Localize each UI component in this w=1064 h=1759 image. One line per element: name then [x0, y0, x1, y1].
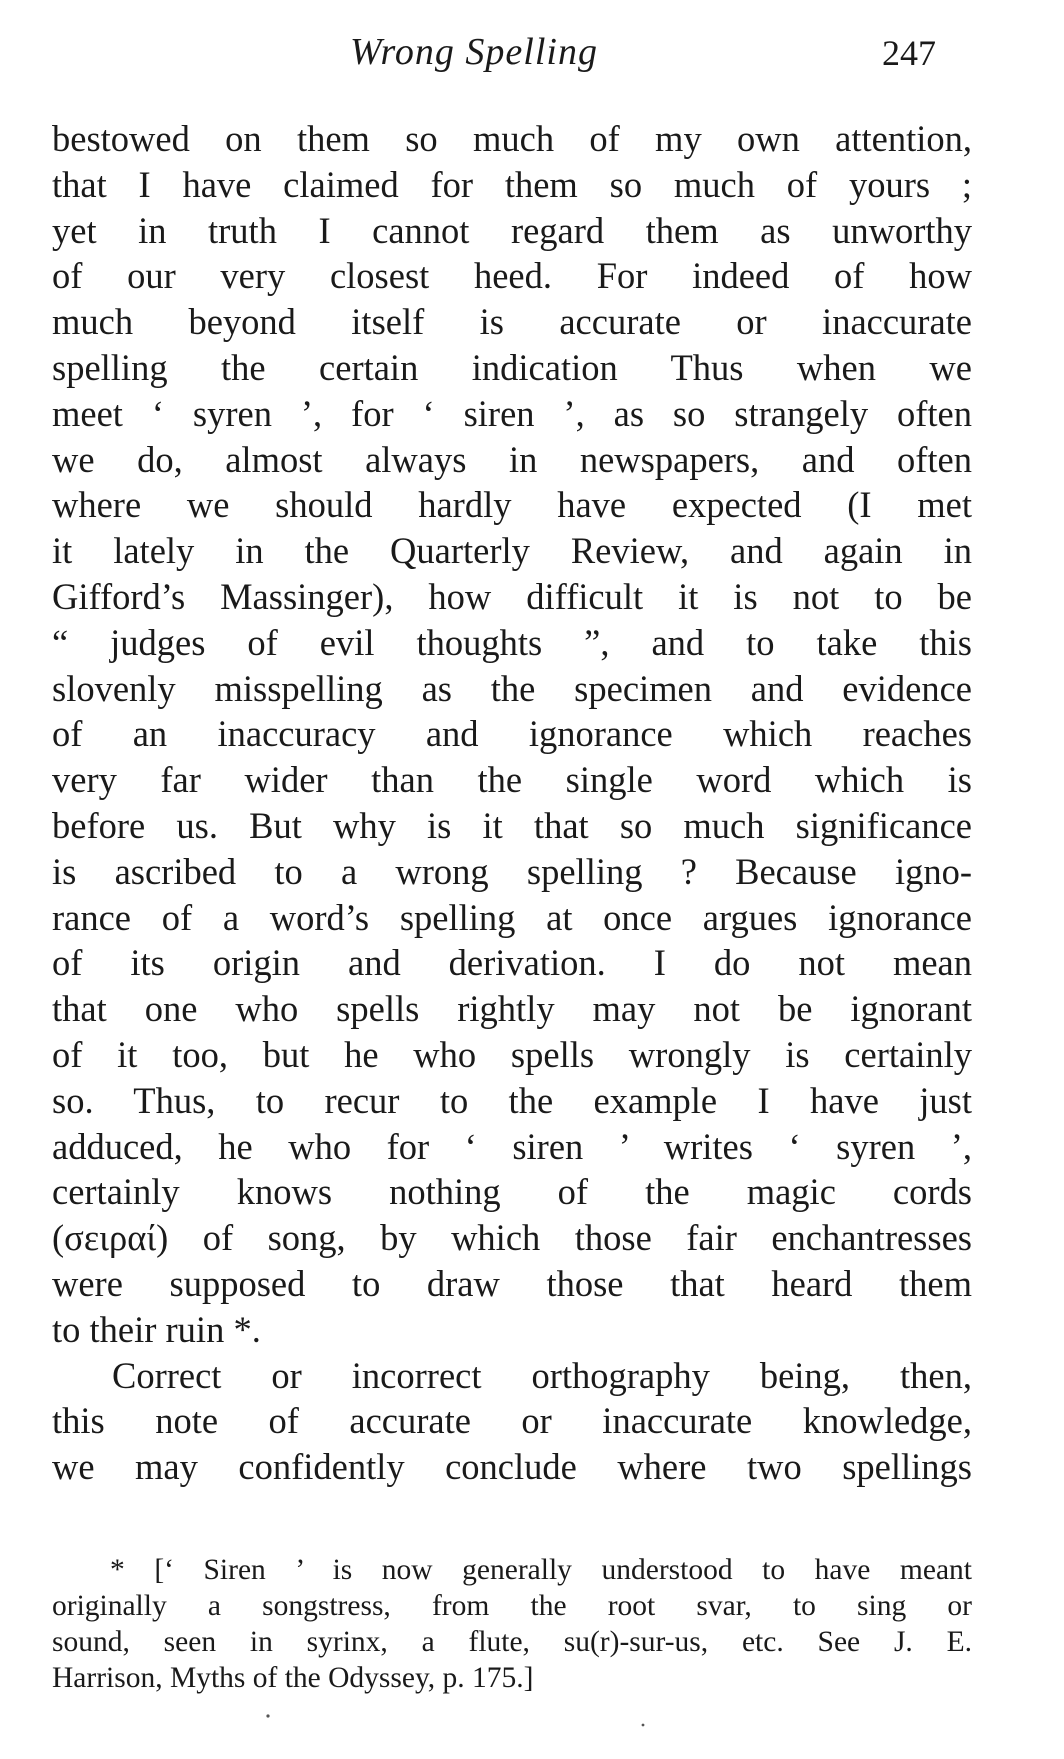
text-line: adduced, he who for ‘ siren ’ writes ‘ syren ’,: [52, 1125, 972, 1167]
text-line: it lately in the Quarterly Review, and again in: [52, 530, 972, 572]
text-line: slovenly misspelling as the specimen and evidence: [52, 667, 972, 709]
text-line: certainly knows nothing of the magic cords: [52, 1171, 972, 1213]
text-line: were supposed to draw those that heard them: [52, 1262, 972, 1304]
footnote-line: Harrison, Myths of the Odyssey, p. 175.]: [52, 1661, 534, 1694]
footnote-line: originally a songstress, from the root svar, to sing or: [52, 1589, 972, 1622]
text-line: rance of a word’s spelling at once argues ignorance: [52, 896, 972, 938]
text-line: very far wider than the single word which is: [52, 759, 972, 801]
text-line: (σειραί) of song, by which those fair enchantresses: [52, 1217, 972, 1259]
footnote-line: * [‘ Siren ’ is now generally understood to have meant: [110, 1553, 972, 1586]
ink-speck: [266, 1714, 269, 1717]
footnote-line: sound, seen in syrinx, a flute, su(r)-sur-us, etc. See J. E.: [52, 1625, 972, 1658]
text-line: meet ‘ syren ’, for ‘ siren ’, as so strangely often: [52, 392, 972, 434]
text-line: before us. But why is it that so much significance: [52, 804, 972, 846]
text-line: spelling the certain indication Thus when we: [52, 346, 972, 388]
text-line: of it too, but he who spells wrongly is certainly: [52, 1033, 972, 1075]
text-line: we do, almost always in newspapers, and often: [52, 438, 972, 480]
text-line: Gifford’s Massinger), how difficult it is not to be: [52, 575, 972, 617]
text-line: of our very closest heed. For indeed of how: [52, 255, 972, 297]
text-line: Correct or incorrect orthography being, then,: [112, 1354, 972, 1396]
text-line: yet in truth I cannot regard them as unworthy: [52, 209, 972, 251]
text-line: that I have claimed for them so much of yours ;: [52, 163, 972, 205]
ink-speck: [642, 1724, 645, 1727]
text-line: this note of accurate or inaccurate knowledge,: [52, 1400, 972, 1442]
text-line: that one who spells rightly may not be ignorant: [52, 988, 972, 1030]
text-line: so. Thus, to recur to the example I have just: [52, 1079, 972, 1121]
text-line: where we should hardly have expected (I met: [52, 484, 972, 526]
text-line: “ judges of evil thoughts ”, and to take this: [52, 621, 972, 663]
text-line: to their ruin *.: [52, 1308, 261, 1350]
page-number: 247: [882, 33, 936, 73]
text-line: we may confidently conclude where two spellings: [52, 1446, 972, 1488]
text-line: of its origin and derivation. I do not mean: [52, 942, 972, 984]
text-line: bestowed on them so much of my own attention,: [52, 118, 972, 159]
running-title: Wrong Spelling: [350, 31, 598, 73]
text-line: much beyond itself is accurate or inaccurate: [52, 301, 972, 343]
text-line: of an inaccuracy and ignorance which reaches: [52, 713, 972, 755]
text-line: is ascribed to a wrong spelling ? Because igno-: [52, 850, 972, 892]
